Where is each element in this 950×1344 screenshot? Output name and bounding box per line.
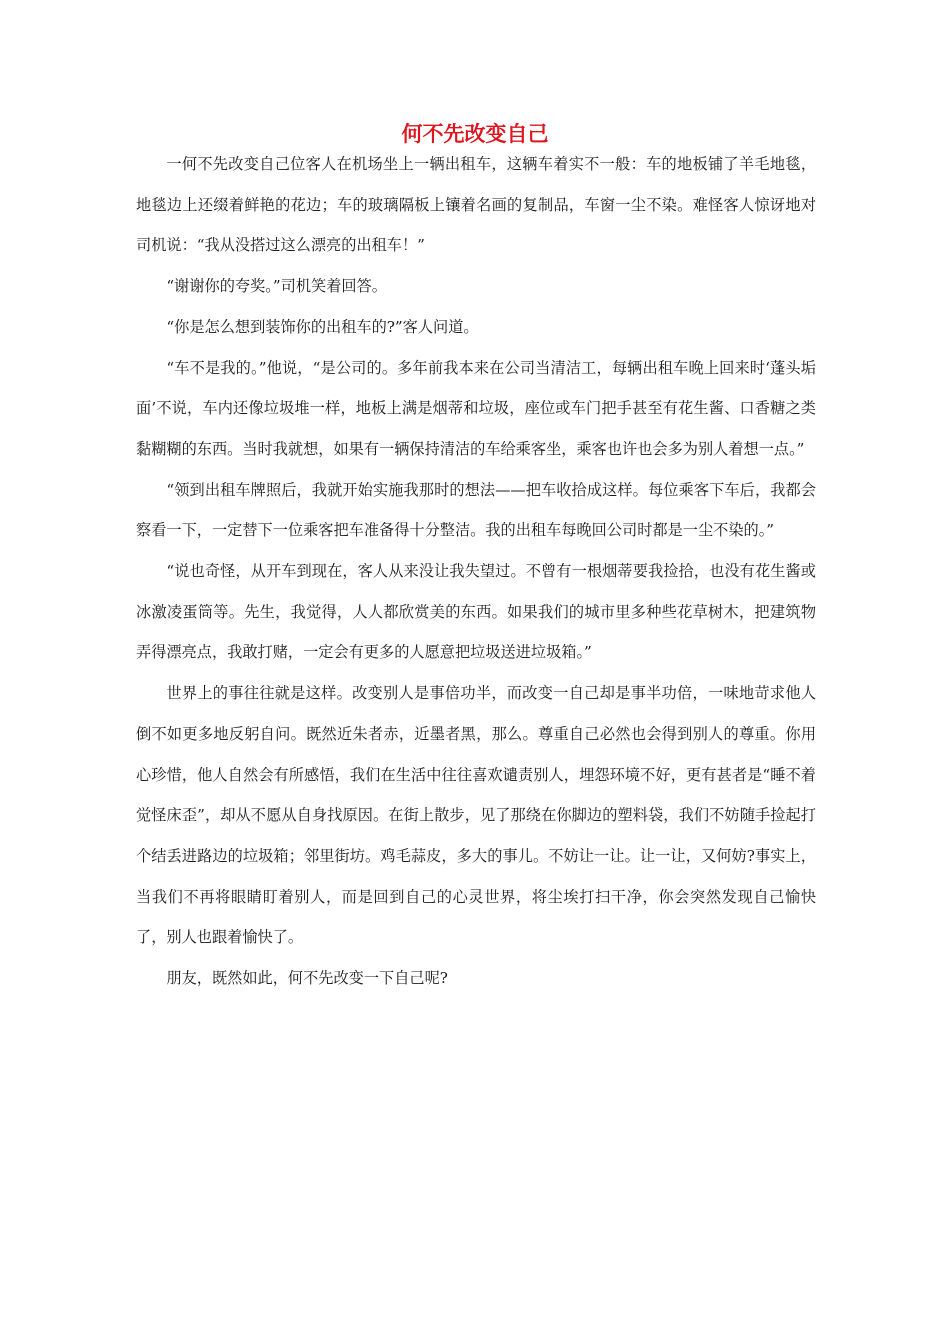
document-title: 何不先改变自己 <box>401 122 549 146</box>
paragraph: “你是怎么想到装饰你的出租车的?”客人问道。 <box>166 317 479 336</box>
paragraph: 一何不先改变自己位客人在机场坐上一辆出租车，这辆车着实不一般：车的地板铺了羊毛地毯，地毯边上还缀着鲜艳的花边；车的玻璃隔板上镶着名画的复制品，车窗一尘不染。难怪客人惊讶地对司机说：“我从没搭过这么漂亮的出租车！” <box>136 155 816 255</box>
paragraph: “说也奇怪，从开车到现在，客人从来没让我失望过。不曾有一根烟蒂要我捡拾，也没有花生酱或冰激凌蛋筒等。先生，我觉得，人人都欣赏美的东西。如果我们的城市里多种些花草树木，把建筑物弄得漂亮点，我敢打赌，一定会有更多的人愿意把垃圾送进垃圾箱。” <box>136 562 816 662</box>
document-body <box>136 144 816 999</box>
paragraph: 朋友，既然如此，何不先改变一下自己呢? <box>166 969 448 988</box>
paragraph: 世界上的事往往就是这样。改变别人是事倍功半，而改变一自己却是事半功倍，一味地苛求他人倒不如更多地反躬自问。既然近朱者赤，近墨者黑，那么。尊重自己必然也会得到别人的尊重。你用心珍惜，他人自然会有所感悟，我们在生活中往往喜欢谴责别人，埋怨环境不好，更有甚者是“睡不着觉怪床歪”，却从不愿从自身找原因。在街上散步，见了那绕在你脚边的塑料袋，我们不妨随手捡起打个结丢进路边的垃圾箱；邻里街坊。鸡毛蒜皮，多大的事儿。不妨让一让。让一让，又何妨?事实上，当我们不再将眼睛盯着别人，而是回到自己的心灵世界，将尘埃打扫干净，你会突然发现自己愉快了，别人也跟着愉快了。 <box>136 684 816 947</box>
paragraph: “领到出租车牌照后，我就开始实施我那时的想法——把车收拾成这样。每位乘客下车后，我都会察看一下，一定替下一位乘客把车准备得十分整洁。我的出租车每晚回公司时都是一尘不染的。” <box>136 480 816 540</box>
paragraph: “谢谢你的夸奖。”司机笑着回答。 <box>166 277 387 296</box>
paragraph: “车不是我的。”他说，“是公司的。多年前我本来在公司当清洁工，每辆出租车晚上回来时‘蓬头垢面’不说，车内还像垃圾堆一样，地板上满是烟蒂和垃圾，座位或车门把手甚至有花生酱、口香糖之类黏糊糊的东西。当时我就想，如果有一辆保持清洁的车给乘客坐，乘客也许也会多为别人着想一点。” <box>136 358 816 458</box>
